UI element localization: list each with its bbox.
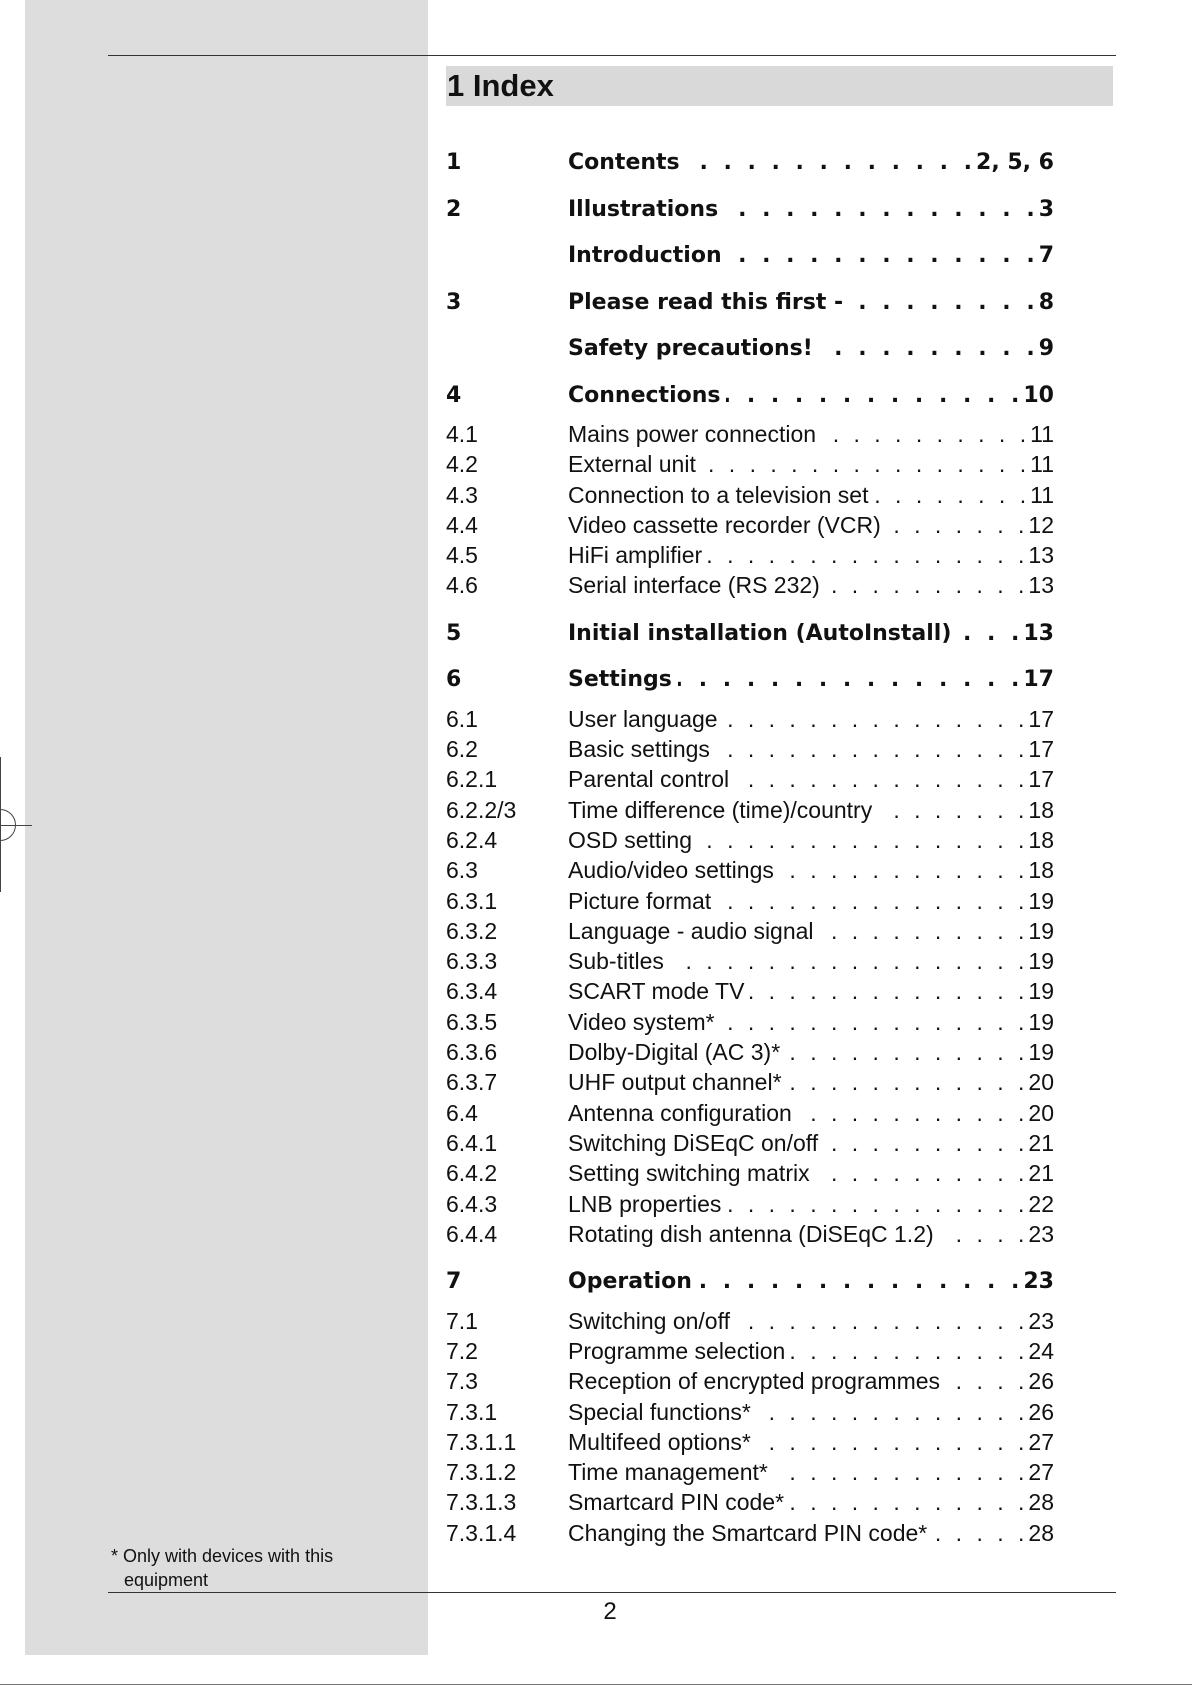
toc-leader-dots bbox=[826, 570, 1029, 600]
toc-entry bbox=[446, 886, 1054, 916]
toc-entry-page: 19 bbox=[1028, 887, 1054, 914]
toc-entry-number: 4.3 bbox=[446, 481, 478, 508]
toc-entry-number: 6.3 bbox=[446, 857, 478, 884]
footnote-line: equipment bbox=[124, 1570, 209, 1590]
toc-leader-dots bbox=[716, 734, 1029, 764]
toc-entry bbox=[446, 1158, 1054, 1188]
toc-leader-dots bbox=[750, 976, 1028, 1006]
toc-entry bbox=[446, 1457, 1054, 1487]
page-title: 1 Index bbox=[446, 66, 1113, 106]
toc-entry-number: 6.4.4 bbox=[446, 1220, 498, 1247]
toc-entry-title: Video cassette recorder (VCR) bbox=[568, 511, 881, 538]
toc-leader-dots bbox=[790, 1487, 1028, 1517]
toc-entry-title: SCART mode TV bbox=[568, 978, 745, 1005]
toc-entry-title: Contents bbox=[568, 150, 680, 175]
registration-mark-circle bbox=[0, 809, 16, 841]
toc-entry-page: 19 bbox=[1028, 948, 1054, 975]
toc-entry-number: 1 bbox=[446, 150, 462, 175]
toc-entry-number: 4.4 bbox=[446, 511, 478, 538]
toc-entry-page: 19 bbox=[1028, 978, 1054, 1005]
toc-entry-number: 6.3.3 bbox=[446, 948, 498, 975]
toc-leader-dots bbox=[791, 1336, 1028, 1366]
toc-entry-page: 18 bbox=[1028, 857, 1054, 884]
toc-entry-page: 13 bbox=[1028, 572, 1054, 599]
toc-leader-dots bbox=[774, 1457, 1029, 1487]
toc-entry-title: Connection to a television set bbox=[568, 481, 869, 508]
toc-entry-title: Sub-titles bbox=[568, 948, 664, 975]
toc-leader-dots bbox=[780, 855, 1029, 885]
toc-entry-number: 4 bbox=[446, 382, 462, 408]
toc-entry bbox=[446, 1098, 1054, 1128]
toc-entry bbox=[446, 140, 1054, 187]
toc-leader-dots bbox=[724, 704, 1029, 734]
toc-entry bbox=[446, 1128, 1054, 1158]
toc-leader-dots bbox=[940, 1219, 1029, 1249]
toc-entry-page: 21 bbox=[1028, 1160, 1054, 1187]
toc-entry-page: 20 bbox=[1028, 1099, 1054, 1126]
toc-entry-page: 22 bbox=[1028, 1190, 1054, 1217]
toc-entry-number: 6.2.1 bbox=[446, 766, 498, 793]
toc-entry-page: 13 bbox=[1023, 620, 1054, 646]
toc-entry-title: Changing the Smartcard PIN code* bbox=[568, 1519, 928, 1546]
toc-entry-number: 4.5 bbox=[446, 542, 478, 569]
toc-entry bbox=[446, 764, 1054, 794]
toc-entry-title: Operation bbox=[568, 1269, 692, 1295]
toc-entry-title: Setting switching matrix bbox=[568, 1160, 810, 1187]
toc-entry bbox=[446, 373, 1054, 420]
toc-entry-page: 7 bbox=[1038, 243, 1054, 268]
toc-entry bbox=[446, 704, 1054, 734]
toc-entry-number: 5 bbox=[446, 620, 462, 646]
toc-entry-page: 12 bbox=[1028, 511, 1054, 538]
top-rule bbox=[108, 55, 1116, 56]
toc-entry-title: Smartcard PIN code* bbox=[568, 1489, 785, 1516]
toc-leader-dots bbox=[957, 611, 1023, 658]
toc-leader-dots bbox=[736, 1306, 1028, 1336]
toc-entry bbox=[446, 326, 1054, 373]
toc-entry bbox=[446, 480, 1054, 510]
toc-entry-number: 6.4.1 bbox=[446, 1129, 498, 1156]
toc-entry-page: 23 bbox=[1028, 1307, 1054, 1334]
toc-leader-dots bbox=[946, 1366, 1028, 1396]
toc-entry-page: 10 bbox=[1023, 382, 1054, 408]
toc-entry bbox=[446, 233, 1054, 280]
toc-leader-dots bbox=[933, 1518, 1028, 1548]
toc-entry-title: Please read this first - bbox=[568, 289, 844, 315]
toc-entry-number: 7.1 bbox=[446, 1307, 478, 1334]
toc-entry-page: 21 bbox=[1028, 1129, 1054, 1156]
toc-entry-page: 11 bbox=[1030, 421, 1054, 447]
toc-entry bbox=[446, 570, 1054, 600]
toc-entry-number: 6.3.7 bbox=[446, 1069, 498, 1096]
toc-entry-page: 11 bbox=[1030, 451, 1054, 478]
toc-entry bbox=[446, 946, 1054, 976]
toc-entry-title: Switching DiSEqC on/off bbox=[568, 1129, 819, 1156]
toc-leader-dots bbox=[717, 886, 1028, 916]
toc-entry-page: 8 bbox=[1038, 289, 1054, 315]
toc-entry-page: 17 bbox=[1028, 766, 1054, 793]
toc-leader-dots bbox=[728, 233, 1039, 280]
toc-leader-dots bbox=[816, 1158, 1029, 1188]
toc-entry-number: 6.2.4 bbox=[446, 826, 498, 853]
toc-entry bbox=[446, 1336, 1054, 1366]
toc-entry-title: Video system* bbox=[568, 1008, 715, 1035]
side-margin-panel bbox=[25, 0, 428, 1655]
bottom-rule bbox=[108, 1592, 1116, 1593]
toc-leader-dots bbox=[708, 540, 1028, 570]
toc-leader-dots bbox=[878, 795, 1028, 825]
toc-entry-page: 2, 5, 6 bbox=[976, 150, 1054, 175]
toc-entry-page: 17 bbox=[1028, 736, 1054, 763]
toc-entry-title: Time management* bbox=[568, 1459, 768, 1486]
page-number: 2 bbox=[603, 1598, 617, 1625]
toc-entry bbox=[446, 1219, 1054, 1249]
toc-entry bbox=[446, 1189, 1054, 1219]
toc-entry-number: 6.4.2 bbox=[446, 1160, 498, 1187]
toc-entry-number: 6.3.4 bbox=[446, 978, 498, 1005]
toc-leader-dots bbox=[798, 1098, 1029, 1128]
toc-leader-dots bbox=[727, 1189, 1028, 1219]
footnote-line: * Only with devices with this bbox=[111, 1546, 334, 1566]
toc-entry-number: 7 bbox=[446, 1269, 462, 1295]
toc-entry bbox=[446, 1366, 1054, 1396]
toc-entry-page: 18 bbox=[1028, 826, 1054, 853]
toc-entry-title: Picture format bbox=[568, 887, 712, 914]
toc-entry bbox=[446, 1067, 1054, 1097]
toc-leader-dots bbox=[819, 326, 1039, 373]
toc-entry-title: Multifeed options* bbox=[568, 1428, 751, 1455]
toc-entry-number: 4.2 bbox=[446, 451, 478, 478]
toc-entry-number: 6.4.3 bbox=[446, 1190, 498, 1217]
toc-entry-page: 27 bbox=[1028, 1428, 1054, 1455]
toc-entry-number: 7.2 bbox=[446, 1337, 478, 1364]
toc-entry-page: 26 bbox=[1028, 1398, 1054, 1425]
toc-entry-page: 13 bbox=[1028, 542, 1054, 569]
toc-entry-title: Programme selection bbox=[568, 1337, 786, 1364]
toc-entry-number: 3 bbox=[446, 289, 462, 315]
toc-entry-title: Special functions* bbox=[568, 1398, 751, 1425]
toc-entry-title: Safety precautions! bbox=[568, 336, 813, 361]
toc-entry-number: 6 bbox=[446, 667, 462, 693]
toc-entry-title: Time difference (time)/country bbox=[568, 796, 873, 823]
toc-entry-title: Connections bbox=[568, 382, 721, 408]
toc-leader-dots bbox=[724, 187, 1039, 234]
toc-entry-title: Switching on/off bbox=[568, 1307, 730, 1334]
toc-entry bbox=[446, 1518, 1054, 1548]
table-of-contents bbox=[446, 140, 1054, 1548]
toc-entry-number: 2 bbox=[446, 196, 462, 222]
toc-leader-dots bbox=[822, 419, 1030, 449]
toc-entry-page: 23 bbox=[1028, 1220, 1054, 1247]
toc-entry-title: Reception of encrypted programmes bbox=[568, 1368, 941, 1395]
toc-leader-dots bbox=[788, 1067, 1029, 1097]
toc-entry bbox=[446, 510, 1054, 540]
toc-leader-dots bbox=[887, 510, 1029, 540]
toc-entry-number: 6.3.5 bbox=[446, 1008, 498, 1035]
toc-leader-dots bbox=[824, 1128, 1028, 1158]
toc-entry bbox=[446, 449, 1054, 479]
toc-entry-page: 23 bbox=[1023, 1269, 1054, 1295]
toc-entry-title: Initial installation (AutoInstall) bbox=[568, 620, 952, 646]
toc-entry bbox=[446, 916, 1054, 946]
toc-entry-title: UHF output channel* bbox=[568, 1069, 782, 1096]
toc-entry bbox=[446, 1487, 1054, 1517]
toc-entry-number: 7.3.1.3 bbox=[446, 1489, 517, 1516]
toc-leader-dots bbox=[820, 916, 1029, 946]
toc-entry bbox=[446, 187, 1054, 234]
toc-entry-title: Illustrations bbox=[568, 196, 719, 222]
toc-entry-page: 17 bbox=[1023, 667, 1054, 693]
toc-leader-dots bbox=[721, 1007, 1029, 1037]
toc-entry-title: Rotating dish antenna (DiSEqC 1.2) bbox=[568, 1220, 934, 1247]
toc-leader-dots bbox=[678, 657, 1024, 704]
toc-entry-page: 20 bbox=[1028, 1069, 1054, 1096]
toc-entry-title: External unit bbox=[568, 451, 696, 478]
toc-entry bbox=[446, 1397, 1054, 1427]
toc-entry-number: 6.3.1 bbox=[446, 887, 498, 914]
toc-entry-page: 17 bbox=[1028, 705, 1054, 732]
toc-leader-dots bbox=[757, 1397, 1029, 1427]
toc-entry bbox=[446, 419, 1054, 449]
toc-entry-page: 28 bbox=[1028, 1489, 1054, 1516]
toc-entry bbox=[446, 611, 1054, 658]
toc-entry bbox=[446, 1306, 1054, 1336]
toc-entry-page: 11 bbox=[1030, 481, 1054, 508]
toc-leader-dots bbox=[849, 280, 1039, 327]
toc-leader-dots bbox=[670, 946, 1029, 976]
toc-entry bbox=[446, 657, 1054, 704]
toc-entry-number: 6.3.6 bbox=[446, 1039, 498, 1066]
toc-entry-page: 27 bbox=[1028, 1459, 1054, 1486]
toc-entry-number: 7.3.1.2 bbox=[446, 1459, 517, 1486]
toc-entry-number: 6.2.2/3 bbox=[446, 796, 517, 823]
toc-entry-title: User language bbox=[568, 705, 718, 732]
toc-entry bbox=[446, 734, 1054, 764]
toc-entry-page: 26 bbox=[1028, 1368, 1054, 1395]
toc-leader-dots bbox=[698, 1259, 1023, 1306]
toc-entry-page: 18 bbox=[1028, 796, 1054, 823]
toc-leader-dots bbox=[702, 449, 1030, 479]
toc-entry-title: OSD setting bbox=[568, 826, 692, 853]
toc-leader-dots bbox=[726, 373, 1023, 420]
toc-entry-page: 9 bbox=[1038, 336, 1054, 361]
toc-entry-number: 6.1 bbox=[446, 705, 478, 732]
toc-entry-title: Parental control bbox=[568, 766, 730, 793]
toc-entry-title: LNB properties bbox=[568, 1190, 722, 1217]
toc-entry-number: 7.3.1 bbox=[446, 1398, 498, 1425]
toc-entry bbox=[446, 1037, 1054, 1067]
toc-entry-title: Serial interface (RS 232) bbox=[568, 572, 820, 599]
toc-entry-number: 7.3 bbox=[446, 1368, 478, 1395]
footnote bbox=[111, 1544, 411, 1592]
toc-entry-number: 4.6 bbox=[446, 572, 478, 599]
toc-entry bbox=[446, 1427, 1054, 1457]
toc-entry bbox=[446, 1007, 1054, 1037]
toc-entry bbox=[446, 976, 1054, 1006]
toc-entry-title: HiFi amplifier bbox=[568, 542, 703, 569]
toc-entry-number: 4.1 bbox=[446, 421, 478, 447]
toc-entry-number: 6.3.2 bbox=[446, 917, 498, 944]
toc-leader-dots bbox=[735, 764, 1028, 794]
toc-entry-title: Settings bbox=[568, 667, 672, 693]
toc-leader-dots bbox=[786, 1037, 1028, 1067]
toc-leader-dots bbox=[698, 825, 1028, 855]
toc-entry bbox=[446, 280, 1054, 327]
toc-entry-page: 3 bbox=[1038, 196, 1054, 222]
toc-entry-title: Introduction bbox=[568, 243, 722, 268]
toc-entry bbox=[446, 1259, 1054, 1306]
toc-entry-title: Language - audio signal bbox=[568, 917, 814, 944]
toc-entry bbox=[446, 795, 1054, 825]
toc-entry-title: Audio/video settings bbox=[568, 857, 774, 884]
toc-entry-title: Dolby-Digital (AC 3)* bbox=[568, 1039, 781, 1066]
toc-entry-title: Basic settings bbox=[568, 736, 710, 763]
toc-entry-title: Antenna configuration bbox=[568, 1099, 792, 1126]
toc-leader-dots bbox=[686, 140, 976, 187]
toc-leader-dots bbox=[874, 480, 1030, 510]
toc-leader-dots bbox=[757, 1427, 1029, 1457]
toc-entry-page: 24 bbox=[1028, 1337, 1054, 1364]
toc-entry-number: 7.3.1.1 bbox=[446, 1428, 517, 1455]
toc-entry bbox=[446, 825, 1054, 855]
toc-entry-title: Mains power connection bbox=[568, 421, 817, 447]
toc-entry-page: 19 bbox=[1028, 1008, 1054, 1035]
toc-entry-page: 28 bbox=[1028, 1519, 1054, 1546]
toc-entry-number: 6.2 bbox=[446, 736, 478, 763]
toc-entry bbox=[446, 855, 1054, 885]
toc-entry-page: 19 bbox=[1028, 917, 1054, 944]
toc-entry-number: 7.3.1.4 bbox=[446, 1519, 517, 1546]
toc-entry bbox=[446, 540, 1054, 570]
toc-entry-page: 19 bbox=[1028, 1039, 1054, 1066]
toc-entry-number: 6.4 bbox=[446, 1099, 478, 1126]
